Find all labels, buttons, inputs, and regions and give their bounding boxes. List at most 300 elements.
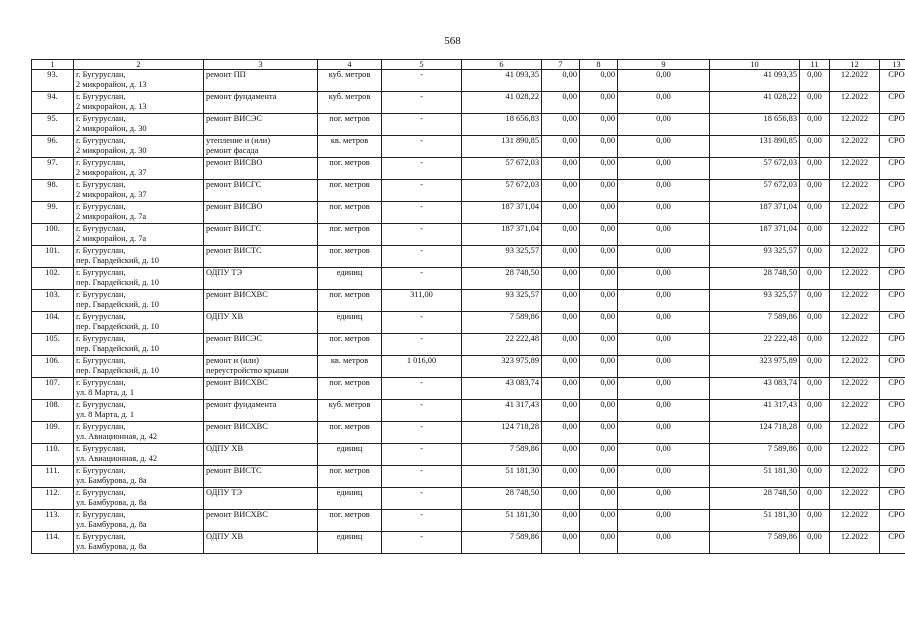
col-8-value-text: 0,00: [600, 400, 615, 409]
completion-date-text: 12.2022: [840, 312, 869, 321]
col-9-value-text: 0,00: [656, 378, 671, 387]
cost-total: [462, 92, 542, 114]
row-number-text: 95.: [47, 114, 58, 123]
col-8-value-text: 0,00: [600, 444, 615, 453]
unit-text: кв. метров: [330, 136, 369, 145]
col-9-value: [618, 466, 710, 488]
col-11-value-text: 0,00: [807, 400, 822, 409]
unit-text: пог. метров: [329, 290, 370, 299]
quantity: [382, 114, 462, 136]
cost-fund: [710, 180, 800, 202]
col-11-value-text: 0,00: [807, 510, 822, 519]
unit: [318, 444, 382, 466]
address: [74, 180, 204, 202]
unit-text: пог. метров: [329, 466, 370, 475]
col-9-value-text: 0,00: [656, 180, 671, 189]
column-header: 10: [710, 60, 800, 70]
quantity-text: -: [420, 334, 423, 343]
cost-fund-text: 28 748,50: [763, 488, 797, 497]
funding-source: [880, 70, 905, 92]
col-7-value-text: 0,00: [562, 510, 577, 519]
unit-text: куб. метров: [328, 70, 371, 79]
address-text: г. Бугуруслан,: [76, 400, 126, 409]
cost-total-text: 7 589,86: [509, 444, 539, 453]
address-text: г. Бугуруслан,: [76, 334, 126, 343]
funding-source: [880, 378, 905, 400]
work-type-text: ремонт фундамента: [206, 400, 277, 409]
cost-total-text: 7 589,86: [509, 532, 539, 541]
unit: [318, 532, 382, 554]
quantity-text: -: [420, 488, 423, 497]
work-type: [204, 180, 318, 202]
cost-total-text: 51 181,30: [505, 466, 539, 475]
completion-date-text: 12.2022: [840, 488, 869, 497]
col-9-value-text: 0,00: [656, 290, 671, 299]
cost-total: [462, 378, 542, 400]
col-7-value-text: 0,00: [562, 400, 577, 409]
row-number-text: 103.: [45, 290, 60, 299]
cost-total: [462, 180, 542, 202]
row-number-text: 101.: [45, 246, 60, 255]
col-8-value-text: 0,00: [600, 70, 615, 79]
address-text: 2 микрорайон, д. 37: [76, 190, 147, 199]
col-9-value: [618, 378, 710, 400]
unit: [318, 224, 382, 246]
cost-fund: [710, 400, 800, 422]
completion-date-text: 12.2022: [840, 92, 869, 101]
col-9-value-text: 0,00: [656, 92, 671, 101]
col-9-value-text: 0,00: [656, 400, 671, 409]
address-text: г. Бугуруслан,: [76, 312, 126, 321]
col-9-value: [618, 334, 710, 356]
col-7-value-text: 0,00: [562, 158, 577, 167]
funding-source: [880, 290, 905, 312]
col-11-value: [800, 202, 830, 224]
col-9-value: [618, 136, 710, 158]
completion-date: [830, 532, 880, 554]
cost-fund-text: 93 325,57: [763, 246, 797, 255]
completion-date-text: 12.2022: [840, 510, 869, 519]
col-11-value: [800, 378, 830, 400]
work-type-text: ремонт ВИСХВС: [206, 422, 268, 431]
funding-source: [880, 510, 905, 532]
completion-date: [830, 444, 880, 466]
row-number-text: 114.: [45, 532, 60, 541]
col-9-value: [618, 444, 710, 466]
col-11-value-text: 0,00: [807, 312, 822, 321]
cost-fund: [710, 378, 800, 400]
unit-text: пог. метров: [329, 114, 370, 123]
col-7-value-text: 0,00: [562, 290, 577, 299]
col-7-value: [542, 532, 580, 554]
work-type: [204, 444, 318, 466]
cost-fund-text: 323 975,89: [759, 356, 797, 365]
col-11-value-text: 0,00: [807, 466, 822, 475]
cost-fund: [710, 136, 800, 158]
col-9-value-text: 0,00: [656, 532, 671, 541]
cost-total-text: 41 317,43: [505, 400, 539, 409]
completion-date: [830, 114, 880, 136]
row-number-text: 112.: [45, 488, 60, 497]
address-text: пер. Гвардейский, д. 10: [76, 300, 159, 309]
row-number: [32, 92, 74, 114]
col-9-value: [618, 92, 710, 114]
completion-date: [830, 422, 880, 444]
quantity-text: -: [420, 510, 423, 519]
funding-source-text: СРО: [888, 202, 905, 211]
completion-date: [830, 312, 880, 334]
row-number-text: 93.: [47, 70, 58, 79]
address: [74, 334, 204, 356]
cost-total-text: 124 718,28: [501, 422, 539, 431]
col-11-value: [800, 334, 830, 356]
cost-total-text: 93 325,57: [505, 246, 539, 255]
unit: [318, 466, 382, 488]
col-7-value: [542, 268, 580, 290]
table-row: [32, 356, 905, 378]
work-type-text: ремонт ВИСГС: [206, 180, 262, 189]
funding-source-text: СРО: [888, 488, 905, 497]
row-number: [32, 532, 74, 554]
address-text: ул. Бамбурова, д. 8а: [76, 520, 147, 529]
col-8-value-text: 0,00: [600, 510, 615, 519]
row-number: [32, 444, 74, 466]
row-number-text: 104.: [45, 312, 60, 321]
address-text: г. Бугуруслан,: [76, 532, 126, 541]
unit-text: пог. метров: [329, 246, 370, 255]
col-7-value-text: 0,00: [562, 356, 577, 365]
work-type: [204, 70, 318, 92]
table-row: [32, 114, 905, 136]
col-9-value-text: 0,00: [656, 202, 671, 211]
address-text: г. Бугуруслан,: [76, 136, 126, 145]
col-7-value-text: 0,00: [562, 136, 577, 145]
work-type: [204, 224, 318, 246]
quantity: [382, 290, 462, 312]
address: [74, 202, 204, 224]
funding-source: [880, 202, 905, 224]
quantity: [382, 312, 462, 334]
col-9-value: [618, 510, 710, 532]
work-type-text: ОДПУ ХВ: [206, 532, 244, 541]
cost-fund-text: 7 589,86: [767, 312, 797, 321]
completion-date-text: 12.2022: [840, 180, 869, 189]
col-7-value: [542, 422, 580, 444]
col-7-value-text: 0,00: [562, 92, 577, 101]
col-7-value: [542, 378, 580, 400]
cost-fund: [710, 444, 800, 466]
col-8-value-text: 0,00: [600, 202, 615, 211]
funding-source: [880, 466, 905, 488]
work-type-text: ремонт ВИСВО: [206, 158, 263, 167]
funding-source: [880, 422, 905, 444]
row-number: [32, 224, 74, 246]
cost-fund: [710, 92, 800, 114]
completion-date-text: 12.2022: [840, 466, 869, 475]
address-text: 2 микрорайон, д. 7а: [76, 212, 147, 221]
col-8-value: [580, 488, 618, 510]
cost-fund-text: 51 181,30: [763, 466, 797, 475]
work-type-text: ремонт и (или): [206, 356, 259, 365]
cost-total: [462, 136, 542, 158]
cost-fund: [710, 268, 800, 290]
col-11-value-text: 0,00: [807, 92, 822, 101]
completion-date: [830, 290, 880, 312]
col-8-value-text: 0,00: [600, 246, 615, 255]
cost-total: [462, 510, 542, 532]
col-8-value: [580, 268, 618, 290]
work-type-text: ремонт фасада: [206, 146, 259, 155]
col-11-value-text: 0,00: [807, 268, 822, 277]
col-7-value: [542, 92, 580, 114]
address: [74, 70, 204, 92]
row-number-text: 100.: [45, 224, 60, 233]
col-11-value: [800, 290, 830, 312]
row-number-text: 111.: [45, 466, 60, 475]
col-8-value: [580, 466, 618, 488]
col-8-value: [580, 92, 618, 114]
unit-text: пог. метров: [329, 202, 370, 211]
quantity: [382, 224, 462, 246]
row-number: [32, 268, 74, 290]
col-9-value: [618, 532, 710, 554]
col-11-value: [800, 312, 830, 334]
col-8-value: [580, 422, 618, 444]
funding-source-text: СРО: [888, 92, 905, 101]
col-8-value-text: 0,00: [600, 532, 615, 541]
quantity: [382, 92, 462, 114]
completion-date-text: 12.2022: [840, 356, 869, 365]
quantity: [382, 202, 462, 224]
completion-date: [830, 224, 880, 246]
address-text: г. Бугуруслан,: [76, 70, 126, 79]
completion-date: [830, 180, 880, 202]
cost-fund-text: 187 371,04: [759, 202, 797, 211]
unit: [318, 114, 382, 136]
col-8-value: [580, 290, 618, 312]
col-11-value: [800, 510, 830, 532]
col-7-value: [542, 466, 580, 488]
unit: [318, 488, 382, 510]
funding-source-text: СРО: [888, 246, 905, 255]
col-8-value: [580, 356, 618, 378]
cost-total: [462, 246, 542, 268]
work-type-text: ОДПУ ТЭ: [206, 268, 243, 277]
cost-total: [462, 290, 542, 312]
column-header: 3: [204, 60, 318, 70]
cost-fund: [710, 158, 800, 180]
col-11-value-text: 0,00: [807, 114, 822, 123]
quantity-text: -: [420, 378, 423, 387]
address: [74, 444, 204, 466]
col-11-value: [800, 224, 830, 246]
col-8-value-text: 0,00: [600, 312, 615, 321]
col-7-value: [542, 334, 580, 356]
col-11-value-text: 0,00: [807, 532, 822, 541]
col-7-value-text: 0,00: [562, 224, 577, 233]
row-number-text: 113.: [45, 510, 60, 519]
col-9-value-text: 0,00: [656, 224, 671, 233]
funding-source: [880, 488, 905, 510]
address-text: ул. Бамбурова, д. 8а: [76, 498, 147, 507]
col-8-value-text: 0,00: [600, 268, 615, 277]
col-7-value: [542, 70, 580, 92]
row-number-text: 96.: [47, 136, 58, 145]
col-11-value-text: 0,00: [807, 202, 822, 211]
col-7-value-text: 0,00: [562, 312, 577, 321]
col-8-value-text: 0,00: [600, 136, 615, 145]
funding-source-text: СРО: [888, 356, 905, 365]
col-11-value: [800, 444, 830, 466]
unit: [318, 180, 382, 202]
work-type: [204, 334, 318, 356]
col-9-value-text: 0,00: [656, 488, 671, 497]
row-number-text: 97.: [47, 158, 58, 167]
quantity-text: -: [420, 180, 423, 189]
quantity-text: -: [420, 70, 423, 79]
funding-source-text: СРО: [888, 510, 905, 519]
address-text: 2 микрорайон, д. 30: [76, 124, 147, 133]
cost-total: [462, 114, 542, 136]
quantity: [382, 444, 462, 466]
cost-total: [462, 312, 542, 334]
address: [74, 356, 204, 378]
quantity: [382, 378, 462, 400]
completion-date: [830, 70, 880, 92]
work-type-text: ремонт фундамента: [206, 92, 277, 101]
cost-fund-text: 124 718,28: [759, 422, 797, 431]
col-11-value-text: 0,00: [807, 158, 822, 167]
work-type-text: ремонт ВИСТС: [206, 246, 262, 255]
col-11-value: [800, 466, 830, 488]
col-11-value-text: 0,00: [807, 290, 822, 299]
funding-source: [880, 92, 905, 114]
completion-date: [830, 136, 880, 158]
col-11-value-text: 0,00: [807, 356, 822, 365]
address: [74, 422, 204, 444]
completion-date-text: 12.2022: [840, 400, 869, 409]
col-7-value: [542, 136, 580, 158]
col-7-value: [542, 290, 580, 312]
cost-fund: [710, 70, 800, 92]
address-text: г. Бугуруслан,: [76, 202, 126, 211]
address-text: г. Бугуруслан,: [76, 510, 126, 519]
funding-source-text: СРО: [888, 378, 905, 387]
column-header: 6: [462, 60, 542, 70]
completion-date-text: 12.2022: [840, 378, 869, 387]
col-11-value: [800, 422, 830, 444]
work-type: [204, 532, 318, 554]
col-9-value: [618, 70, 710, 92]
col-7-value-text: 0,00: [562, 202, 577, 211]
table-row: [32, 334, 905, 356]
col-8-value-text: 0,00: [600, 466, 615, 475]
column-header: 9: [618, 60, 710, 70]
completion-date: [830, 268, 880, 290]
col-8-value: [580, 444, 618, 466]
row-number: [32, 158, 74, 180]
col-9-value: [618, 290, 710, 312]
row-number-text: 107.: [45, 378, 60, 387]
address-text: г. Бугуруслан,: [76, 488, 126, 497]
col-8-value: [580, 202, 618, 224]
unit-text: пог. метров: [329, 378, 370, 387]
address-text: г. Бугуруслан,: [76, 466, 126, 475]
completion-date-text: 12.2022: [840, 158, 869, 167]
quantity: [382, 246, 462, 268]
quantity-text: -: [420, 422, 423, 431]
address: [74, 312, 204, 334]
work-type-text: ремонт ВИСВО: [206, 202, 263, 211]
cost-total-text: 187 371,04: [501, 202, 539, 211]
completion-date: [830, 378, 880, 400]
column-header: 1: [32, 60, 74, 70]
funding-source: [880, 268, 905, 290]
address-text: ул. 8 Марта, д. 1: [76, 388, 135, 397]
col-9-value-text: 0,00: [656, 444, 671, 453]
col-9-value-text: 0,00: [656, 312, 671, 321]
quantity-text: -: [420, 202, 423, 211]
quantity-text: 311,00: [410, 290, 433, 299]
quantity-text: 1 016,00: [406, 356, 437, 365]
unit: [318, 334, 382, 356]
work-type: [204, 158, 318, 180]
quantity-text: -: [420, 312, 423, 321]
col-9-value: [618, 246, 710, 268]
row-number-text: 105.: [45, 334, 60, 343]
quantity-text: -: [420, 444, 423, 453]
address-text: ул. Авиационная, д. 42: [76, 432, 158, 441]
col-7-value: [542, 114, 580, 136]
row-number: [32, 290, 74, 312]
completion-date-text: 12.2022: [840, 444, 869, 453]
col-7-value: [542, 246, 580, 268]
funding-source-text: СРО: [888, 158, 905, 167]
funding-source-text: СРО: [888, 422, 905, 431]
quantity-text: -: [420, 224, 423, 233]
col-9-value: [618, 158, 710, 180]
quantity: [382, 158, 462, 180]
col-8-value: [580, 224, 618, 246]
table-row: [32, 268, 905, 290]
col-8-value: [580, 312, 618, 334]
cost-total-text: 93 325,57: [505, 290, 539, 299]
col-8-value-text: 0,00: [600, 290, 615, 299]
row-number: [32, 466, 74, 488]
table-row: [32, 158, 905, 180]
cost-fund: [710, 510, 800, 532]
work-type: [204, 246, 318, 268]
funding-source: [880, 334, 905, 356]
row-number: [32, 180, 74, 202]
row-number: [32, 312, 74, 334]
repair-register-table: [31, 59, 905, 554]
col-9-value-text: 0,00: [656, 334, 671, 343]
column-header: 11: [800, 60, 830, 70]
row-number: [32, 400, 74, 422]
completion-date-text: 12.2022: [840, 268, 869, 277]
unit: [318, 246, 382, 268]
col-9-value: [618, 268, 710, 290]
funding-source-text: СРО: [888, 114, 905, 123]
col-11-value-text: 0,00: [807, 246, 822, 255]
unit: [318, 268, 382, 290]
cost-fund-text: 7 589,86: [767, 532, 797, 541]
cost-fund: [710, 356, 800, 378]
unit: [318, 510, 382, 532]
quantity-text: -: [420, 114, 423, 123]
address-text: г. Бугуруслан,: [76, 224, 126, 233]
